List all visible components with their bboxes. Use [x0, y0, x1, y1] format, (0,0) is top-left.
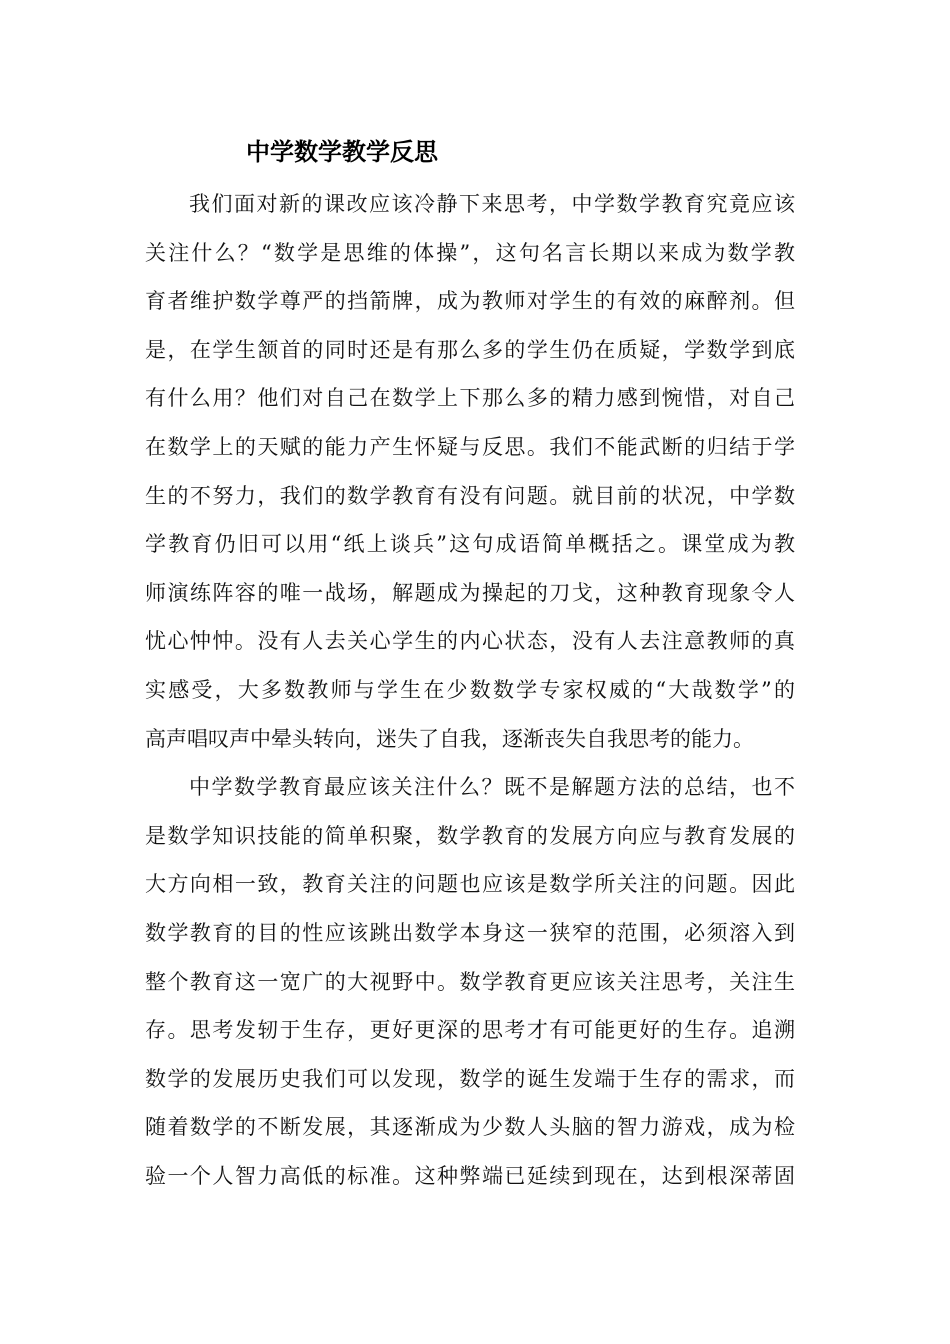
paragraph-2-line-4: 数学教育的目的性应该跳出数学本身这一狭窄的范围，必须溶入到	[145, 920, 795, 945]
paragraph-2-line-6: 存。思考发轫于生存，更好更深的思考才有可能更好的生存。追溯	[145, 1018, 795, 1043]
paragraph-2-line-8: 随着数学的不断发展，其逐渐成为少数人头脑的智力游戏，成为检	[145, 1115, 795, 1140]
paragraph-1-line-9: 师演练阵容的唯一战场，解题成为操起的刀戈，这种教育现象令人	[145, 580, 795, 605]
paragraph-2-line-1: 中学数学教育最应该关注什么？既不是解题方法的总结，也不	[189, 775, 795, 800]
paragraph-2-line-3: 大方向相一致，教育关注的问题也应该是数学所关注的问题。因此	[145, 872, 795, 897]
paragraph-1-line-7: 生的不努力，我们的数学教育有没有问题。就目前的状况，中学数	[145, 483, 795, 508]
paragraph-1-line-1: 我们面对新的课改应该冷静下来思考，中学数学教育究竟应该	[189, 192, 795, 216]
paragraph-2-line-7: 数学的发展历史我们可以发现，数学的诞生发端于生存的需求，而	[145, 1066, 795, 1091]
document-body	[145, 180, 795, 1200]
paragraph-1-line-12: 高声唱叹声中晕头转向，迷失了自我，逐渐丧失自我思考的能力。	[145, 726, 754, 751]
paragraph-2-line-9: 验一个人智力高低的标准。这种弊端已延续到现在，达到根深蒂固	[145, 1163, 795, 1188]
paragraph-1-line-5: 有什么用？他们对自己在数学上下那么多的精力感到惋惜，对自己	[145, 386, 795, 411]
paragraph-1-line-8: 学教育仍旧可以用“纸上谈兵”这句成语简单概括之。课堂成为教	[145, 532, 795, 557]
paragraph-1-line-6: 在数学上的天赋的能力产生怀疑与反思。我们不能武断的归结于学	[145, 434, 795, 459]
paragraph-1-line-4: 是，在学生颔首的同时还是有那么多的学生仍在质疑，学数学到底	[145, 337, 795, 362]
paragraph-2-line-2: 是数学知识技能的简单积聚，数学教育的发展方向应与教育发展的	[145, 823, 795, 848]
paragraph-2-line-5: 整个教育这一宽广的大视野中。数学教育更应该关注思考，关注生	[145, 969, 795, 994]
document-title: 中学数学教学反思	[246, 138, 438, 166]
paragraph-1-line-2: 关注什么？“数学是思维的体操”，这句名言长期以来成为数学教	[145, 240, 795, 265]
paragraph-1-line-11: 实感受，大多数教师与学生在少数数学专家权威的“大哉数学”的	[145, 677, 795, 702]
paragraph-1-line-10: 忧心忡忡。没有人去关心学生的内心状态，没有人去注意教师的真	[145, 629, 795, 654]
paragraph-1-line-3: 育者维护数学尊严的挡箭牌，成为教师对学生的有效的麻醉剂。但	[145, 289, 795, 314]
